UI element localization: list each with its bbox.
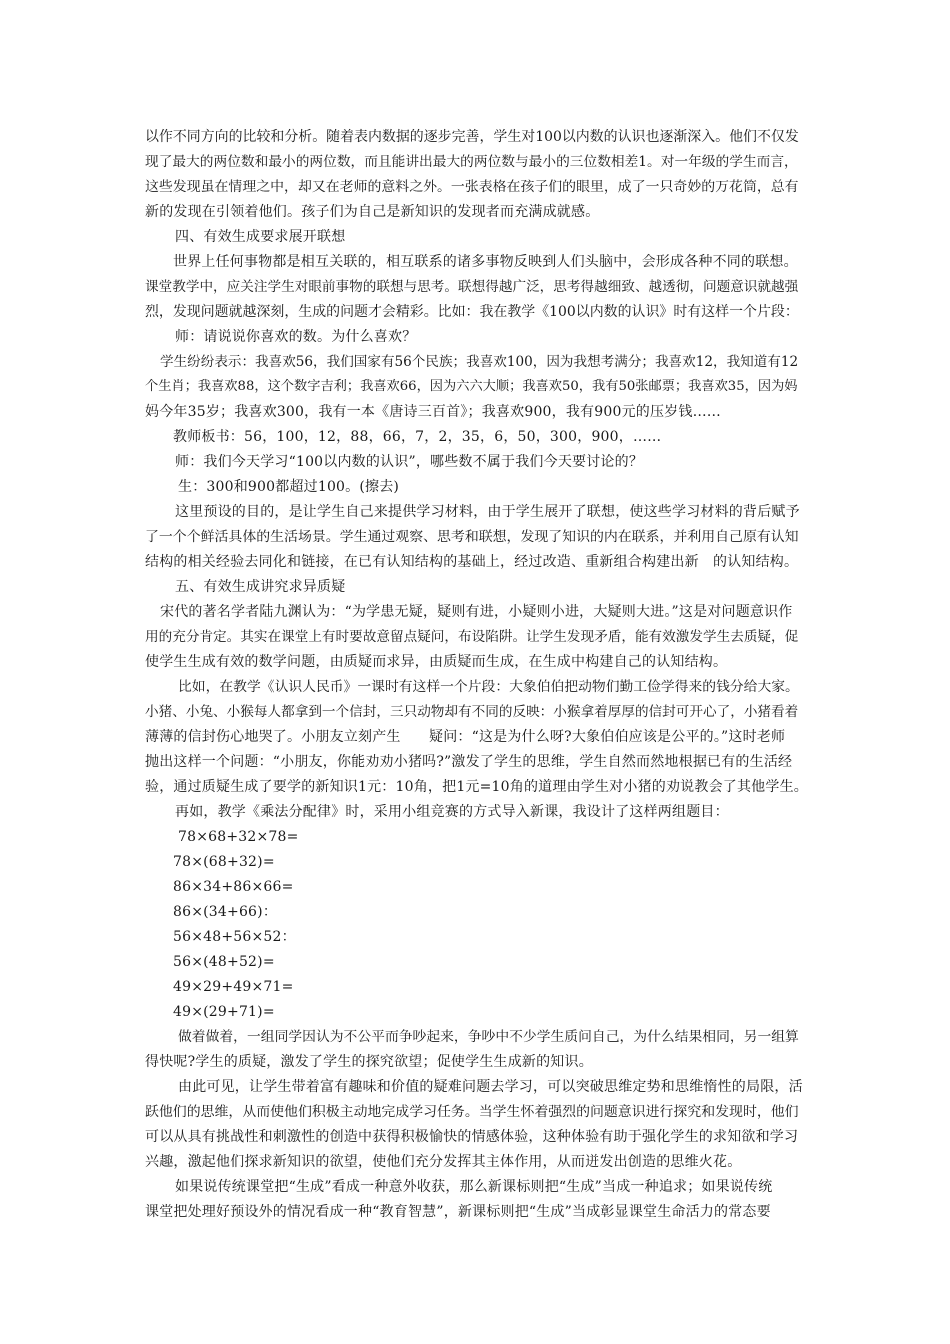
text-line: 薄薄的信封伤心地哭了。小朋友立刻产生 疑问：“这是为什么呀?大象伯伯应该是公平的。”这时老师 (145, 729, 786, 745)
text-line: 用的充分肯定。其实在课堂上有时要故意留点疑问，布设陷阱。让学生发现矛盾，能有效激发学生去质疑，促 (145, 629, 799, 645)
math-expression: 86×34+86×66= (173, 879, 294, 895)
text-line: 使学生生成有效的数学问题，由质疑而求异，由质疑而生成，在生成中构建自己的认知结构。 (145, 654, 728, 670)
dialogue-line: 生：300和900都超过100。(擦去) (178, 479, 400, 495)
text-line: 了一个个鲜活具体的生活场景。学生通过观察、思考和联想，发现了知识的内在联系，并利用自己原有认知 (145, 529, 799, 545)
text-line: 再如，教学《乘法分配律》时，采用小组竞赛的方式导入新课，我设计了这样两组题目： (175, 804, 729, 820)
text-line: 做着做着，一组同学因认为不公平而争吵起来，争吵中不少学生质问自己，为什么结果相同，另一组算 (178, 1029, 799, 1045)
dialogue-line: 师：我们今天学习“100以内数的认识”，哪些数不属于我们今天要讨论的？ (175, 454, 644, 470)
text-line: 教师板书：56，100，12，88，66，7，2，35，6，50，300，900，…… (173, 429, 662, 445)
text-line: 由此可见，让学生带着富有趣味和价值的疑难问题去学习，可以突破思维定势和思维惰性的局限，活 (178, 1079, 803, 1095)
text-line: 抛出这样一个问题：“小朋友，你能劝劝小猪吗?”激发了学生的思维，学生自然而然地根据已有的生活经 (145, 754, 793, 770)
text-line: 这些发现虽在情理之中，却又在老师的意料之外。一张表格在孩子们的眼里，成了一只奇妙的万花筒，总有 (145, 179, 799, 195)
text-line: 新的发现在引领着他们。孩子们为自己是新知识的发现者而充满成就感。 (145, 204, 600, 220)
text-line: 宋代的著名学者陆九渊认为：“为学患无疑，疑则有进，小疑则小进，大疑则大进。”这是对问题意识作 (160, 604, 793, 620)
text-line: 可以从具有挑战性和刺激性的创造中获得积极愉快的情感体验，这种体验有助于强化学生的求知欲和学习 (145, 1129, 799, 1145)
text-line: 现了最大的两位数和最小的两位数，而且能讲出最大的两位数与最小的三位数相差1。对一年级的学生而言， (145, 154, 798, 170)
text-line: 以作不同方向的比较和分析。随着表内数据的逐步完善，学生对100以内数的认识也逐渐深入。他们不仅发 (145, 129, 799, 145)
text-line: 结构的相关经验去同化和链接，在已有认知结构的基础上，经过改造、重新组合构建出新 的认知结构。 (145, 554, 799, 570)
text-line: 验，通过质疑生成了要学的新知识1元：10角，把1元=10角的道理由学生对小猪的劝说教会了其他学生。 (145, 779, 808, 795)
text-line: 比如，在教学《认识人民币》一课时有这样一个片段：大象伯伯把动物们勤工俭学得来的钱分给大家。 (178, 679, 799, 695)
math-expression: 49×(29+71)= (173, 1004, 275, 1020)
dialogue-line: 师：请说说你喜欢的数。为什么喜欢？ (175, 329, 417, 345)
text-line: 世界上任何事物都是相互关联的，相互联系的诸多事物反映到人们头脑中，会形成各种不同的联想。 (173, 254, 798, 270)
text-line: 学生纷纷表示：我喜欢56，我们国家有56个民族；我喜欢100，因为我想考满分；我喜欢12，我知道有12 (160, 354, 799, 370)
math-expression: 78×68+32×78= (178, 829, 299, 845)
text-line: 课堂教学中，应关注学生对眼前事物的联想与思考。联想得越广泛，思考得越细致、越透彻，问题意识就越强 (145, 279, 799, 295)
math-expression: 56×48+56×52： (173, 929, 296, 945)
math-expression: 56×(48+52)= (173, 954, 275, 970)
text-line: 得快呢?学生的质疑，激发了学生的探究欲望；促使学生生成新的知识。 (145, 1054, 593, 1070)
text-line: 小猪、小兔、小猴每人都拿到一个信封，三只动物却有不同的反映：小猴拿着厚厚的信封可开心了，小猪看着 (145, 704, 799, 720)
math-expression: 49×29+49×71= (173, 979, 294, 995)
section-heading: 五、有效生成讲究求异质疑 (175, 579, 346, 595)
text-line: 烈，发现问题就越深刻，生成的问题才会精彩。比如：我在教学《100以内数的认识》时有这样一个片段： (145, 304, 799, 320)
text-line: 兴趣，激起他们探求新知识的欲望，使他们充分发挥其主体作用，从而迸发出创造的思维火花。 (145, 1154, 742, 1170)
text-line: 个生肖；我喜欢88，这个数字吉利；我喜欢66，因为六六大顺；我喜欢50，我有50张邮票；我喜欢35，因为妈 (145, 379, 798, 394)
text-line: 这里预设的目的，是让学生自己来提供学习材料，由于学生展开了联想，使这些学习材料的背后赋予 (175, 504, 800, 520)
text-line: 课堂把处理好预设外的情况看成一种“教育智慧”，新课标则把“生成”当成彰显课堂生命活力的常态要 (145, 1204, 771, 1220)
text-line: 妈今年35岁；我喜欢300，我有一本《唐诗三百首》；我喜欢900，我有900元的压岁钱…… (145, 404, 721, 420)
math-expression: 78×(68+32)= (173, 854, 275, 870)
section-heading: 四、有效生成要求展开联想 (175, 229, 346, 245)
math-expression: 86×(34+66)： (173, 904, 278, 920)
text-line: 如果说传统课堂把“生成”看成一种意外收获，那么新课标则把“生成”当成一种追求；如果说传统 (175, 1179, 773, 1195)
text-line: 跃他们的思维，从而使他们积极主动地完成学习任务。当学生怀着强烈的问题意识进行探究和发现时，他们 (145, 1104, 799, 1120)
